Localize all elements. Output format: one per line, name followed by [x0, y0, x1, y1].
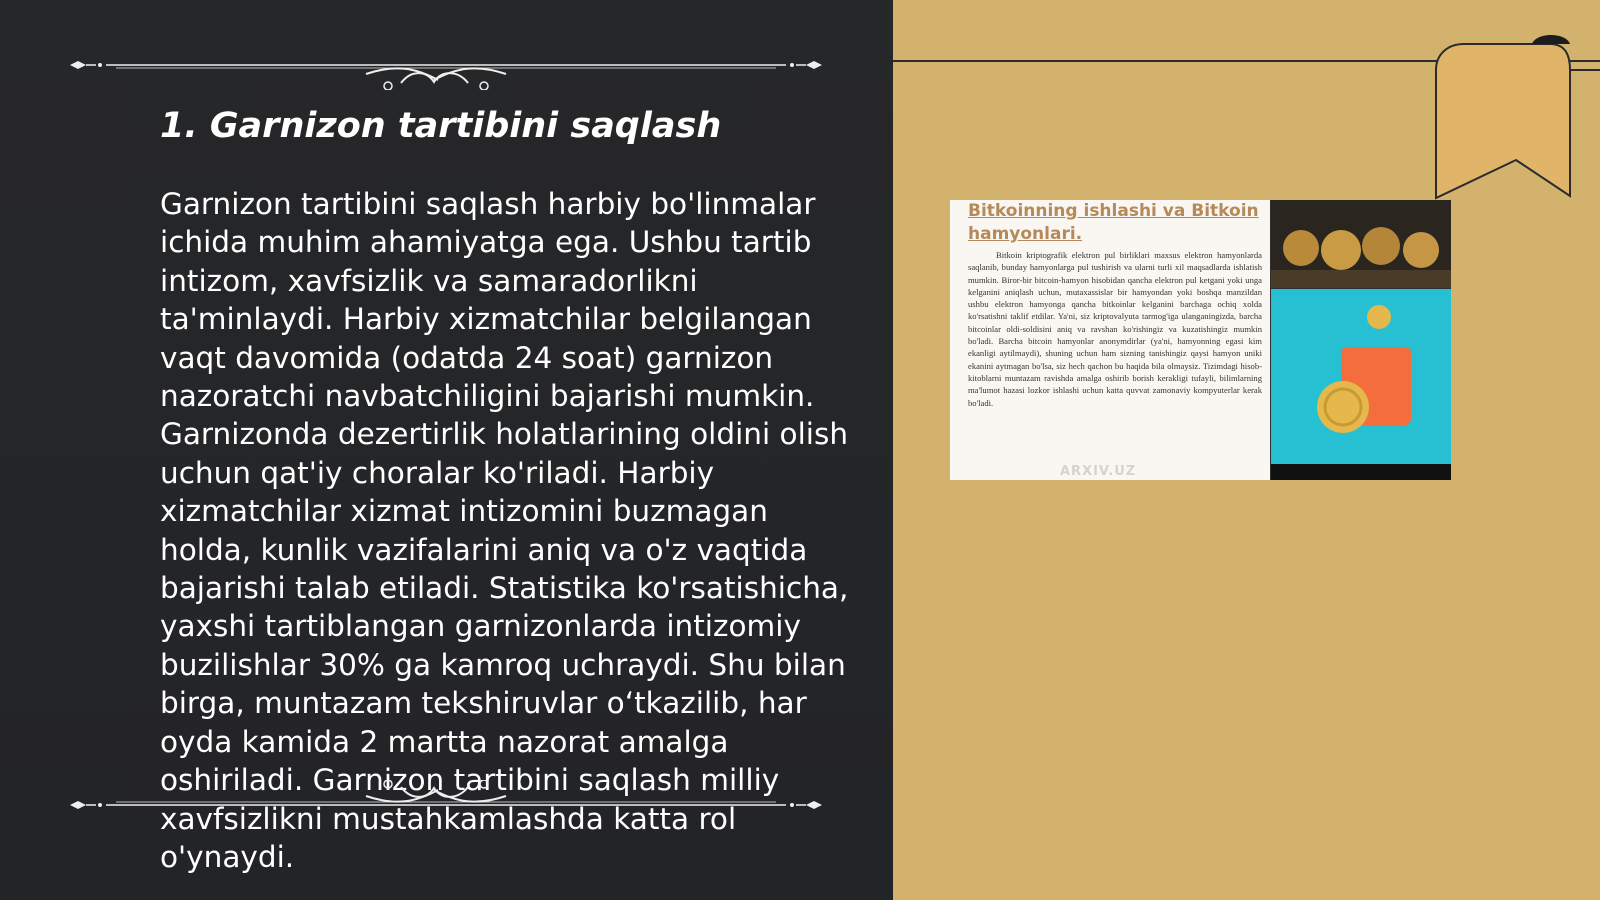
slide-body-text: Garnizon tartibini saqlash harbiy bo'linmalar ichida muhim ahamiyatga ega. Ushbu tartib intizom, xavfsizlik va samaradorlikni ta'minlaydi. Harbiy xizmatchilar belgilangan vaqt davomida (odatda 24 soat) garnizon nazoratchi navbatchiligini bajarishi mumkin. Garnizonda dezertirlik holatlarining oldini olish uchun qat'iy choralar ko'riladi. Harbiy xizmatchilar xizmat intizomini buzmagan holda, kunlik vazifalarini aniq va o'z vaqtida bajarishi talab etiladi. Statistika ko'rsatishicha, yaxshi tartiblangan garnizonlarda intizomiy buzilishlar 30% ga kamroq uchraydi. Shu bilan birga, muntazam tekshiruvlar o‘tkazilib, har oyda kamida 2 martta nazorat amalga oshiriladi. Garnizon tartibini saqlash milliy xavfsizlikni mustahkamlashda katta rol o'ynaydi. [160, 187, 849, 874]
bitcoin-illustration [1271, 289, 1451, 464]
coins-photo [1271, 200, 1451, 288]
document-page [950, 200, 1270, 480]
document-heading: Bitkoinning ishlashi va Bitkoin hamyonlari. [968, 201, 1259, 244]
image-bottom-strip [1271, 464, 1451, 480]
ornament-divider-top [66, 40, 826, 90]
bookmark-ribbon-icon [1420, 30, 1600, 210]
document-watermark: ARXIV.UZ [1060, 464, 1137, 479]
document-paragraph: Bitkoin kriptografik elektron pul birliklari maxsus elektron hamyonlarda saqlanib, bunday hamyonlarga pul tushirish va ularni turli xil maqsadlarda ishlatish mumkin. Biror-bir bitcoin-hamyon hisobidan qancha elektron pul ketgani yoki unga kelganini aniqlash uchun, mutaxassislar bir hamyondan yoki boshqa manzildan ushbu elektron hamyonga qancha bitkoinlar kelganini barchaga ochiq xolda ko'rsatishni taklif etdilar. Ya'ni, siz kriptovalyuta tarmog'iga ulanganingizda, barcha bitcoinlar oldi-soldisini aniq va ravshan ko'rishingiz va kuzatishingiz mumkin bo'ladi. Barcha bitcoin hamyonlar anonymdirlar (ya'ni, hamyonning egasi kim ekanligi aytilmaydi), shuning uchun ham sizning tanishingiz qaysi hamyon uniki ekanini aytmagan bo'lsa, siz hech qachon bu haqida bila olmaysiz. Tizimdagi hisob-kitoblarni muntazam ravishda amalga oshirib borish kerakligi tufayli, bilimlarning ma'lumot hazasi lozkor ishlashi uchun katta quvvat zamonaviy kompyuterlar kerak bo'ladi. [968, 250, 1262, 408]
ornament-divider-bottom [66, 780, 826, 830]
slide-title: 1. Garnizon tartibini saqlash [160, 106, 722, 146]
document-image [950, 200, 1451, 480]
